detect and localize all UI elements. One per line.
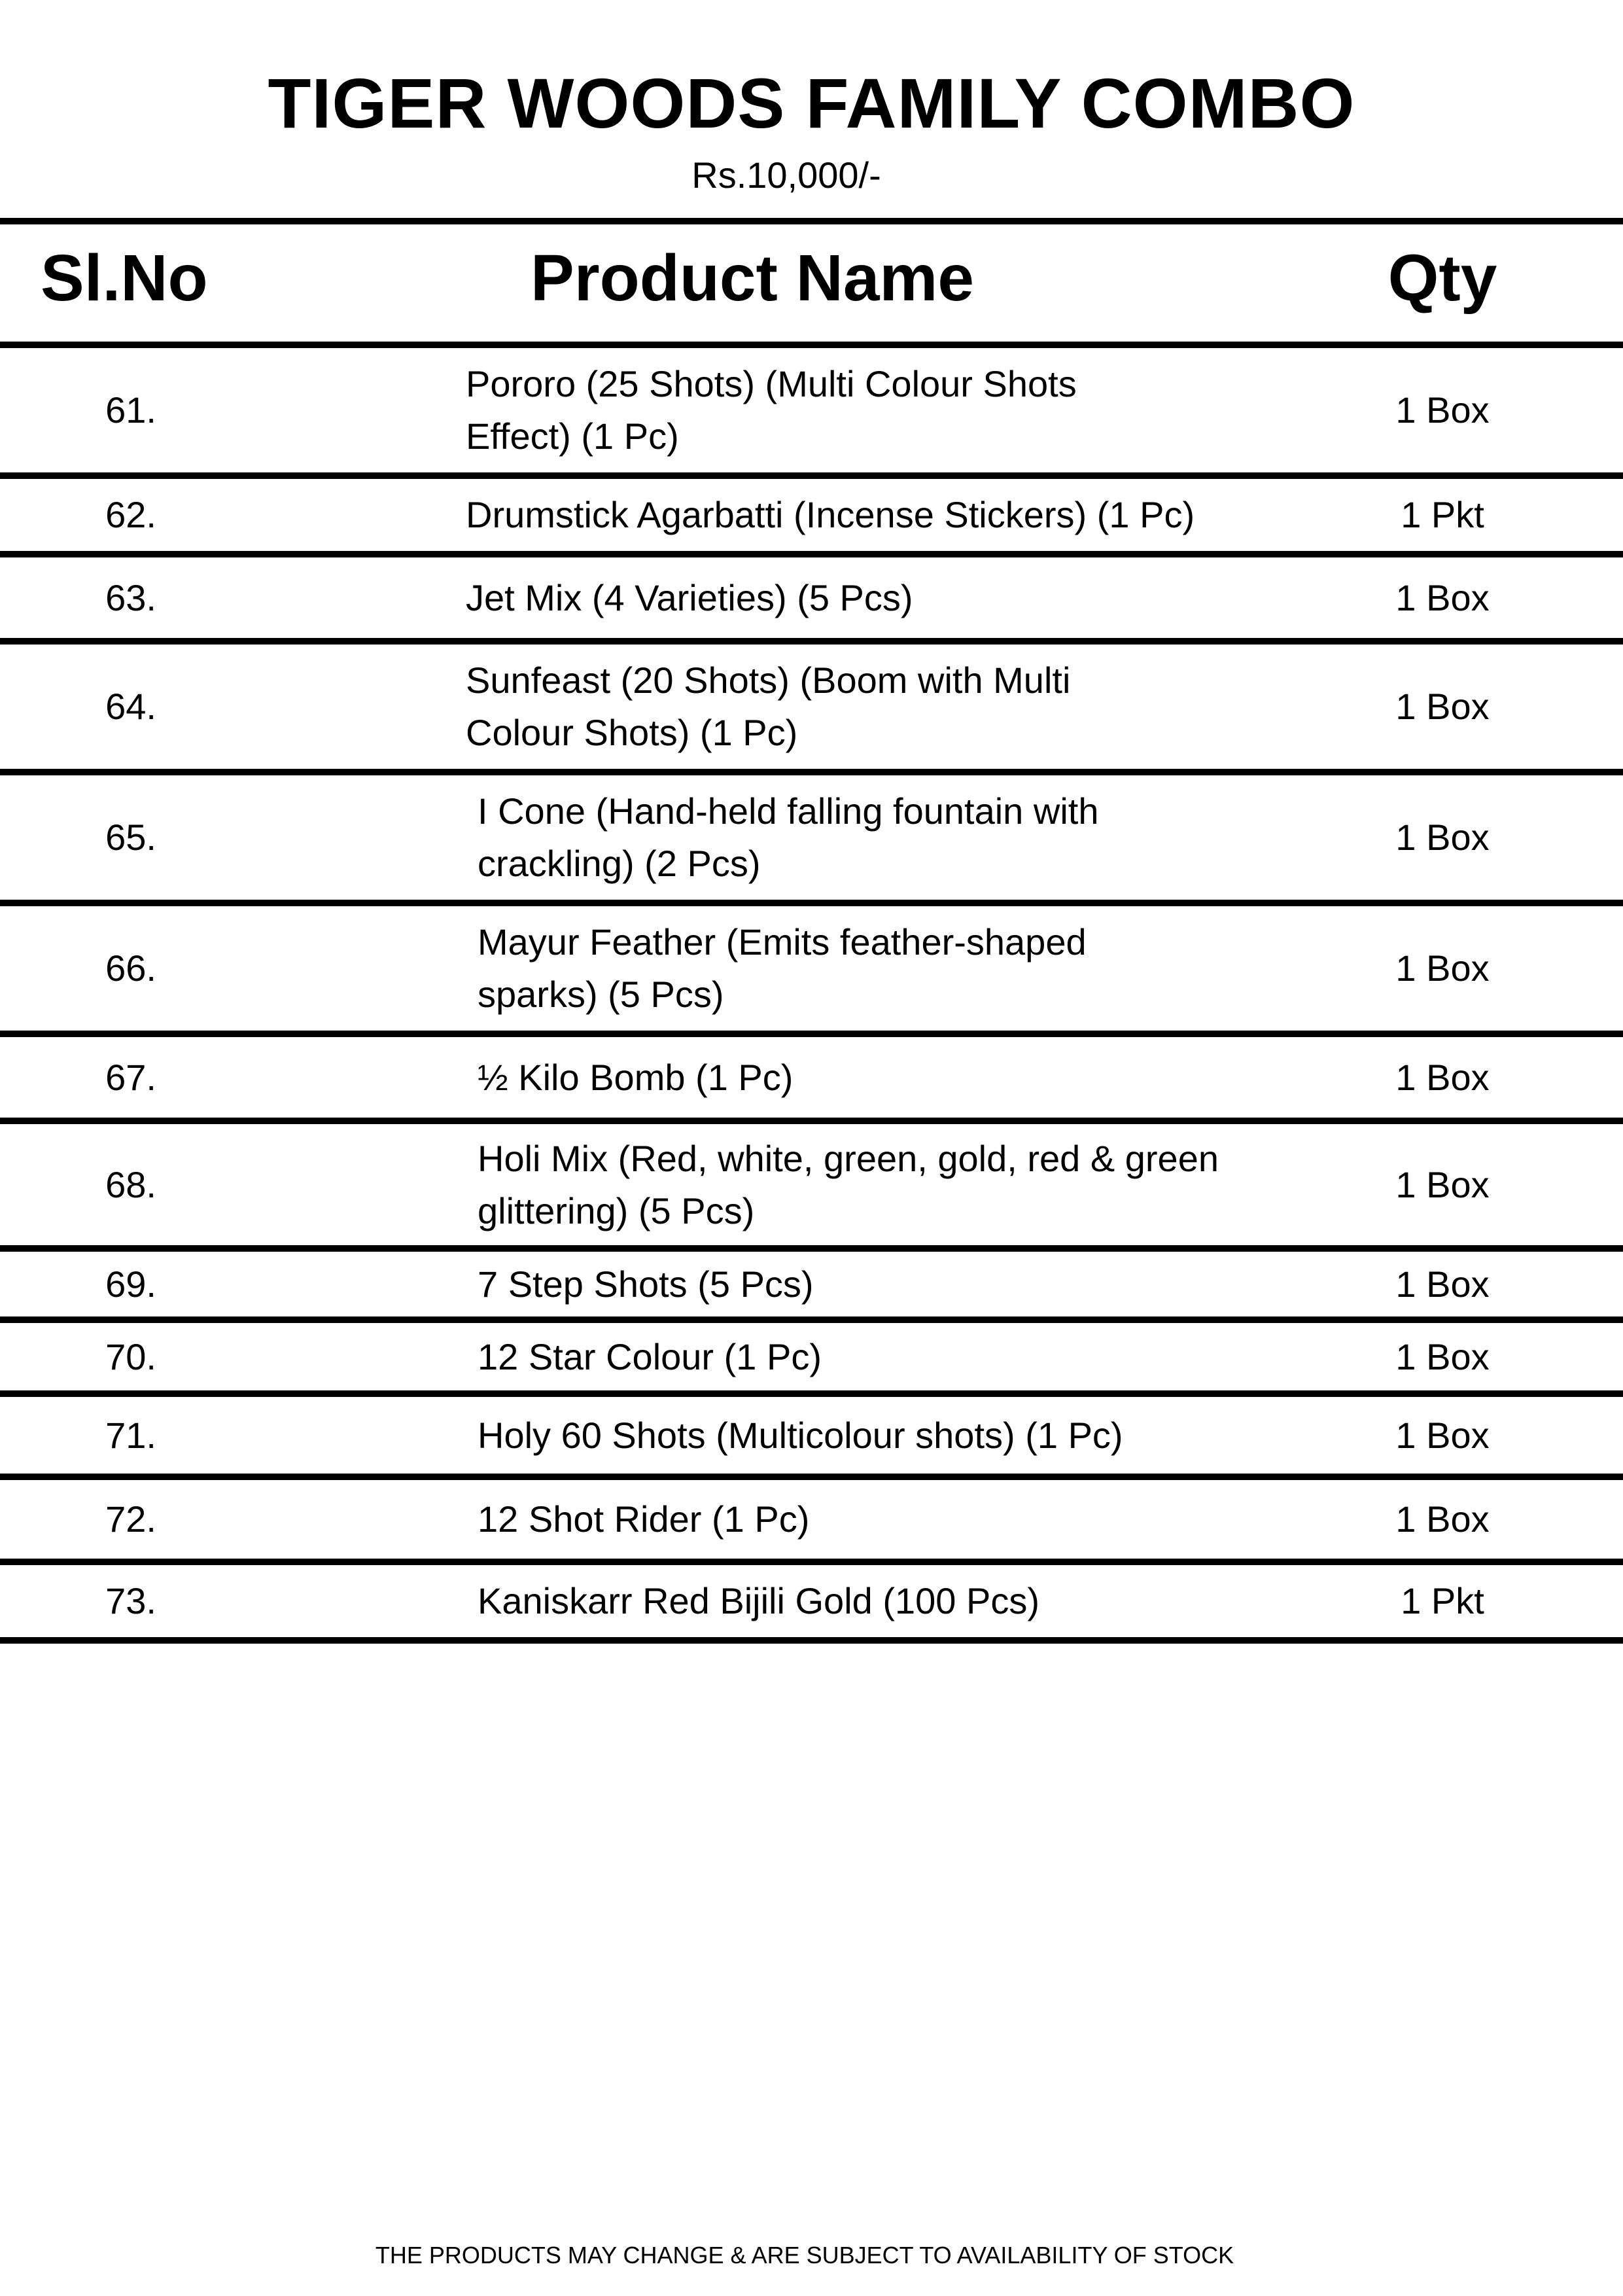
header-slno: Sl.No xyxy=(41,241,208,315)
row-qty: 1 Box xyxy=(1395,1498,1490,1540)
row-qty: 1 Box xyxy=(1395,1335,1490,1377)
row-divider xyxy=(0,900,1623,906)
row-qty: 1 Box xyxy=(1395,576,1490,618)
row-divider xyxy=(0,1245,1623,1252)
row-slno: 73. xyxy=(105,1580,156,1621)
table-row xyxy=(0,1397,1623,1474)
row-slno: 62. xyxy=(105,494,156,535)
table-row xyxy=(0,645,1623,769)
row-slno: 65. xyxy=(105,817,156,858)
table-row xyxy=(0,1323,1623,1390)
table-row xyxy=(0,1565,1623,1637)
row-slno: 61. xyxy=(105,389,156,431)
row-product-name: Drumstick Agarbatti (Incense Stickers) (1 Pc) xyxy=(466,494,1195,535)
row-qty: 1 Box xyxy=(1395,947,1490,989)
row-qty: 1 Box xyxy=(1395,1263,1490,1305)
row-divider xyxy=(0,769,1623,775)
header-product-name: Product Name xyxy=(531,241,974,315)
table-row xyxy=(0,1480,1623,1559)
table-row xyxy=(0,557,1623,638)
row-slno: 64. xyxy=(105,686,156,727)
row-product-name: 12 Star Colour (1 Pc) xyxy=(478,1335,822,1377)
row-product-name: Holi Mix (Red, white, green, gold, red & green glittering) (5 Pcs) xyxy=(478,1137,1219,1231)
row-product-name: Jet Mix (4 Varieties) (5 Pcs) xyxy=(466,576,913,618)
table-row xyxy=(0,479,1623,551)
row-slno: 67. xyxy=(105,1056,156,1098)
table-row xyxy=(0,348,1623,472)
row-product-name: 7 Step Shots (5 Pcs) xyxy=(478,1263,814,1305)
row-qty: 1 Box xyxy=(1395,817,1490,858)
table-top-rule xyxy=(0,218,1623,224)
row-qty: 1 Box xyxy=(1395,389,1490,431)
stock-disclaimer: THE PRODUCTS MAY CHANGE & ARE SUBJECT TO AVAILABILITY OF STOCK xyxy=(375,2242,1234,2269)
row-product-name: ½ Kilo Bomb (1 Pc) xyxy=(478,1056,794,1098)
row-slno: 71. xyxy=(105,1414,156,1456)
table-row xyxy=(0,775,1623,900)
row-qty: 1 Pkt xyxy=(1401,1580,1484,1621)
row-qty: 1 Box xyxy=(1395,686,1490,727)
table-row xyxy=(0,1037,1623,1118)
row-slno: 70. xyxy=(105,1335,156,1377)
row-product-name: Pororo (25 Shots) (Multi Colour Shots Effect) (1 Pc) xyxy=(466,363,1077,457)
row-slno: 72. xyxy=(105,1498,156,1540)
row-divider xyxy=(0,1031,1623,1037)
row-divider xyxy=(0,1316,1623,1323)
row-divider xyxy=(0,551,1623,557)
row-divider xyxy=(0,1118,1623,1124)
row-slno: 68. xyxy=(105,1163,156,1205)
row-divider xyxy=(0,1559,1623,1565)
row-slno: 69. xyxy=(105,1263,156,1305)
row-product-name: 12 Shot Rider (1 Pc) xyxy=(478,1498,810,1540)
row-product-name: I Cone (Hand-held falling fountain with crackling) (2 Pcs) xyxy=(478,790,1099,884)
page-title: TIGER WOODS FAMILY COMBO xyxy=(268,63,1355,143)
row-qty: 1 Box xyxy=(1395,1414,1490,1456)
combo-price: Rs.10,000/- xyxy=(691,154,881,196)
table-row xyxy=(0,1124,1623,1245)
row-product-name: Mayur Feather (Emits feather-shaped sparks) (5 Pcs) xyxy=(478,921,1087,1015)
row-divider xyxy=(0,638,1623,645)
row-divider xyxy=(0,472,1623,479)
row-qty: 1 Box xyxy=(1395,1163,1490,1205)
row-qty: 1 Pkt xyxy=(1401,494,1484,535)
row-slno: 66. xyxy=(105,947,156,989)
row-divider xyxy=(0,1474,1623,1480)
row-product-name: Holy 60 Shots (Multicolour shots) (1 Pc) xyxy=(478,1414,1123,1456)
row-slno: 63. xyxy=(105,576,156,618)
row-qty: 1 Box xyxy=(1395,1056,1490,1098)
table-row xyxy=(0,1252,1623,1316)
row-divider xyxy=(0,1390,1623,1397)
table-row xyxy=(0,906,1623,1031)
header-bottom-rule xyxy=(0,342,1623,348)
table-bottom-rule xyxy=(0,1637,1623,1644)
header-qty: Qty xyxy=(1387,241,1497,315)
row-product-name: Kaniskarr Red Bijili Gold (100 Pcs) xyxy=(478,1580,1039,1621)
row-product-name: Sunfeast (20 Shots) (Boom with Multi Colour Shots) (1 Pc) xyxy=(466,660,1071,753)
